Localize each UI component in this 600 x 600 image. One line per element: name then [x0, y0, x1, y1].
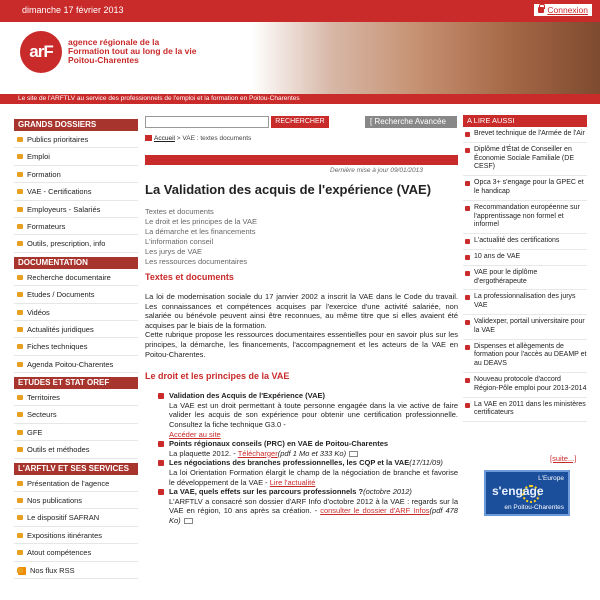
sidebar-item[interactable]: VAE - Certifications	[14, 183, 138, 200]
organization-name: agence régionale de la Formation tout au long de la vie Poitou-Charentes	[68, 37, 197, 65]
breadcrumb-home[interactable]: Accueil	[154, 135, 175, 142]
sidebar-item[interactable]: Formation	[14, 166, 138, 183]
slogan-bar	[0, 94, 600, 104]
item-text	[145, 497, 458, 526]
sidebar-heading: L'ARFTLV ET SES SERVICES	[14, 463, 138, 475]
search-input[interactable]	[145, 116, 269, 128]
item-title: Validation des Acquis de l'Expérience (VAE)	[169, 391, 325, 401]
right-heading: A LIRE AUSSI	[463, 115, 587, 127]
item-text	[145, 449, 458, 459]
page-title: La Validation des acquis de l'expérience (VAE)	[145, 182, 432, 197]
related-link[interactable]: Recommandation européenne sur l'apprentissage non formel et informel	[463, 201, 587, 234]
europe-line1: L'Europe	[538, 475, 564, 482]
sidebar-item[interactable]: GFE	[14, 424, 138, 441]
toc-item[interactable]: Textes et documents	[145, 207, 214, 216]
breadcrumb: Accueil > VAE : textes documents	[145, 135, 251, 142]
item-desc: La VAE est un droit permettant à toute personne engagée dans la vie active de faire valider les acquis de son expérience pour obtenir une certification professionnelle. Consultez la fiche technique G3.0 -	[169, 400, 458, 429]
related-link[interactable]: 10 ans de VAE	[463, 250, 587, 266]
sidebar-item[interactable]: Formateurs	[14, 218, 138, 235]
list-item	[145, 439, 458, 449]
sidebar-item[interactable]: Atout compétences	[14, 544, 138, 561]
sidebar-item[interactable]: Employeurs - Salariés	[14, 201, 138, 218]
read-news-link[interactable]: Lire l'actualité	[269, 477, 316, 487]
sidebar-item[interactable]: Expositions itinérantes	[14, 527, 138, 544]
sidebar-item[interactable]: Recherche documentaire	[14, 269, 138, 286]
section-title: Le droit et les principes de la VAE	[145, 371, 290, 382]
sidebar-item[interactable]: Fiches techniques	[14, 338, 138, 355]
sidebar-item[interactable]: Outils, prescription, info	[14, 235, 138, 252]
toc-item[interactable]: Le droit et les principes de la VAE	[145, 217, 258, 226]
related-link[interactable]: Brevet technique de l'Armée de l'Air	[463, 127, 587, 143]
sidebar-item[interactable]: Secteurs	[14, 406, 138, 423]
list-item	[145, 487, 458, 497]
europe-line2: s'engage	[492, 484, 544, 498]
top-bar	[0, 0, 600, 22]
related-link[interactable]: Opca 3+ s'engage pour la GPEC et le handicap	[463, 176, 587, 201]
rss-label: Nos flux RSS	[30, 565, 75, 575]
more-link[interactable]: [suite...]	[550, 454, 577, 463]
sidebar-heading: ETUDES ET STAT OREF	[14, 377, 138, 389]
section-title: Textes et documents	[145, 272, 234, 282]
sidebar-item[interactable]: Outils et méthodes	[14, 441, 138, 458]
sidebar-item[interactable]: Emploi	[14, 148, 138, 165]
item-title: Les négociations des branches professionnelles, les CQP et la VAE	[169, 458, 410, 468]
current-date: dimanche 17 février 2013	[22, 5, 124, 15]
list-item	[145, 458, 458, 468]
paragraph: La loi de modernisation sociale du 17 janvier 2002 a inscrit la VAE dans le Code du travail. Les connaissances et compétences acquises par l'exercice d'une activité salariée, non salariée ou bénévole peuvent ainsi être reconnues, au même titre que si elles avaient été acquises par le biais de la formation.	[145, 292, 458, 330]
file-meta: (pdf 1 Mo et 333 Ko)	[277, 448, 347, 458]
right-column	[463, 115, 587, 422]
europe-banner[interactable]	[484, 470, 570, 516]
left-sidebar	[14, 115, 138, 579]
site-slogan: Le site de l'ARFTLV au service des professionnels de l'emploi et la formation en Poitou-Charentes	[18, 95, 300, 102]
sidebar-item[interactable]: Agenda Poitou-Charentes	[14, 356, 138, 373]
lock-icon	[538, 7, 544, 13]
sidebar-item[interactable]: Le dispositif SAFRAN	[14, 509, 138, 526]
sidebar-heading: DOCUMENTATION	[14, 257, 138, 269]
table-of-contents	[145, 207, 458, 267]
item-text	[145, 401, 458, 439]
related-link[interactable]: Diplôme d'État de Conseiller en Économie Sociale Familiale (DE CESF)	[463, 143, 587, 176]
related-link[interactable]: La professionnalisation des jurys VAE	[463, 290, 587, 315]
breadcrumb-current: VAE : textes documents	[182, 135, 252, 142]
list-item	[145, 391, 458, 401]
login-link[interactable]	[534, 4, 592, 16]
login-label: Connexion	[547, 5, 588, 15]
sidebar-item[interactable]: Présentation de l'agence	[14, 475, 138, 492]
advanced-search-link[interactable]: [ Recherche Avancée	[365, 116, 457, 128]
mail-icon[interactable]	[349, 451, 358, 457]
paragraph: Cette rubrique propose les ressources documentaires essentielles pour en savoir plus sur les principes, la démarche, les financements, l'accompagnement et les acteurs de la VAE en Poitou-Charentes.	[145, 330, 458, 359]
toc-item[interactable]: L'information conseil	[145, 237, 214, 246]
main-content	[145, 182, 458, 525]
sidebar-item[interactable]: Nos publications	[14, 492, 138, 509]
item-text	[145, 468, 458, 487]
item-title: Points régionaux conseils (PRC) en VAE de Poitou-Charentes	[169, 439, 389, 449]
item-desc: La plaquette 2012. -	[169, 448, 236, 458]
last-update: Dernière mise à jour 09/01/2013	[330, 167, 423, 174]
related-link[interactable]: La VAE en 2011 dans les ministères certificateurs	[463, 398, 587, 423]
home-icon	[145, 135, 152, 141]
related-link[interactable]: Nouveau protocole d'accord Région-Pôle emploi pour 2013-2014	[463, 373, 587, 398]
related-link[interactable]: Dispenses et allègements de formation pour l'accès au DEAMP et au DEAVS	[463, 340, 587, 373]
mail-icon[interactable]	[184, 518, 193, 524]
sidebar-item[interactable]: Publics prioritaires	[14, 131, 138, 148]
toc-item[interactable]: Les jurys de VAE	[145, 247, 202, 256]
rss-link[interactable]	[14, 562, 138, 579]
arf-logo[interactable]: arF	[20, 31, 62, 73]
related-link[interactable]: Validexper, portail universitaire pour la VAE	[463, 315, 587, 340]
download-link[interactable]: Télécharger	[237, 448, 278, 458]
rss-icon	[18, 567, 26, 575]
header-banner	[0, 22, 600, 94]
item-date: (17/11/09)	[409, 458, 443, 468]
sidebar-item[interactable]: Actualités juridiques	[14, 321, 138, 338]
item-title: La VAE, quels effets sur les parcours professionnels ?	[169, 487, 364, 497]
item-date: (octobre 2012)	[363, 487, 412, 497]
search-button[interactable]: RECHERCHER	[271, 116, 329, 128]
dossier-link[interactable]: consulter le dossier d'ARF Infos	[320, 506, 430, 516]
toc-item[interactable]: La démarche et les financements	[145, 227, 256, 236]
sidebar-item[interactable]: Etudes / Documents	[14, 286, 138, 303]
related-link[interactable]: L'actualité des certifications	[463, 234, 587, 250]
toc-item[interactable]: Les ressources documentaires	[145, 257, 248, 266]
sidebar-item[interactable]: Vidéos	[14, 304, 138, 321]
sidebar-item[interactable]: Territoires	[14, 389, 138, 406]
content-header-strip	[145, 155, 458, 165]
item-desc: La loi Orientation Formation élargit le champ de la négociation de branche et favorise le développement de la VAE -	[169, 467, 458, 487]
europe-line3: en Poitou-Charentes	[504, 504, 564, 511]
sidebar-heading: GRANDS DOSSIERS	[14, 119, 138, 131]
file-meta: (pdf 478 Ko)	[169, 506, 458, 525]
access-site-link[interactable]: Accéder au site	[169, 429, 221, 439]
related-link[interactable]: VAE pour le diplôme d'ergothérapeute	[463, 266, 587, 291]
item-desc: L'ARFTLV a consacré son dossier d'ARF Info d'octobre 2012 à la VAE : regards sur la VAE en région, 10 ans après sa création. -	[169, 496, 458, 516]
